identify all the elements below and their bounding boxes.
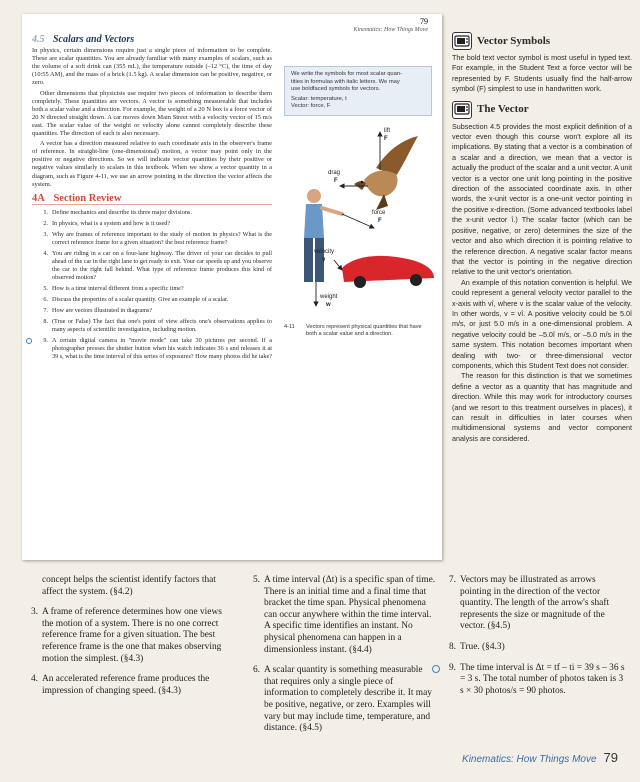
label-weight-symbol: w xyxy=(326,302,331,308)
review-question xyxy=(32,307,272,315)
the-vector-heading xyxy=(452,101,632,119)
review-title: Section Review xyxy=(53,192,122,204)
tv-icon xyxy=(452,32,472,50)
callout-line: We write the symbols for most scalar quan- xyxy=(291,71,403,77)
label-force: force xyxy=(372,210,386,216)
force-arrow xyxy=(342,214,374,228)
hawk-illustration xyxy=(354,136,418,210)
ring-marker-icon xyxy=(432,665,440,673)
review-question-list xyxy=(32,209,272,361)
question-number: 8. xyxy=(43,317,48,325)
review-question xyxy=(32,318,272,334)
answer-item xyxy=(446,663,628,698)
question-text: How are vectors illustrated in diagrams? xyxy=(52,306,153,314)
question-text: Discuss the properties of a scalar quantity. Give an example of a scalar. xyxy=(52,295,229,303)
question-text: You are riding in a car on a four-lane highway. The driver of your car decides to pull ahead of the car in the right lane to get ready to exit. Your car speeds up and you observe the car to the right fall behind. What type of reference frame produces this kind of observed motion? xyxy=(52,249,272,281)
label-weight: weight xyxy=(320,294,338,300)
callout-line: Scalar: temperature, t xyxy=(291,95,347,102)
figure-caption-text: Vectors represent physical quantities that have both a scalar value and a direction. xyxy=(306,324,422,337)
vector-symbols-title: Vector Symbols xyxy=(477,34,551,47)
answer-item xyxy=(446,575,628,633)
question-text: Define mechanics and describe its three major divisions. xyxy=(52,208,192,216)
answer-text: An accelerated reference frame produces the impression of changing speed. (§4.3) xyxy=(42,674,210,696)
page-footer xyxy=(462,750,618,765)
review-question xyxy=(32,209,272,217)
answer-text: Vectors may be illustrated as arrows pointing in the direction of the vector quantity. The length of the arrow's shaft represents the size or magnitude of the vector. (§4.5) xyxy=(460,575,610,632)
vector-symbols-heading xyxy=(452,32,632,50)
section-number: 4.5 xyxy=(32,34,45,45)
question-number: 9. xyxy=(43,336,48,344)
the-vector-paragraph: The reason for this distinction is that we sometimes define a vector as a quantity that has magnitude and direction. While this may work for introductory courses (and we resort to this treatment ourselves in places), it can result in difficulties in later courses when multidimensional systems and vector component analysis are considered. xyxy=(452,371,632,443)
the-vector-paragraph: An example of this notation convention is helpful. We could represent a general velocity vector parallel to the x-axis with vî, where v is the scalar value of the velocity. In other words, v = vî. A positive velocity could be 5.0î m/s, or just 5.0 m/s in a one-dimensional problem. A negative velocity could be –5.0î m/s, or –5.0 m/s in the same system. This notation becomes important when dealing with two- or three-dimensional vector components, which this Student Text does not consider. xyxy=(452,277,632,370)
label-lift-symbol: F xyxy=(384,136,388,142)
callout-line: use boldfaced symbols for vectors. xyxy=(291,86,381,92)
question-text: A certain digital camera in "movie mode" can take 30 pictures per second. If a photographer presses the shutter button when his watch indicates 36 s and releases it at 39 s, what is the time interval of this series of exposures? How many photos did he take? xyxy=(52,336,272,360)
callout-line: Vector: force, F xyxy=(291,103,331,109)
review-question xyxy=(32,220,272,228)
section-heading xyxy=(32,36,272,44)
figure-caption xyxy=(284,324,434,338)
answer-number: 4. xyxy=(30,674,38,685)
label-lift: lift xyxy=(384,128,390,134)
answer-item xyxy=(28,607,228,665)
person-illustration xyxy=(304,189,342,282)
answer-number: 5. xyxy=(252,575,260,585)
answer-number: 9. xyxy=(448,662,456,673)
section-review-heading xyxy=(32,192,272,205)
paragraph: In physics, certain dimensions require just a single piece of information to be complete. These are scalar quantities. You are already familiar with many examples of scalars, such as the volume of a soft drink can (355 mL), the temperature outside (–12 °C), the time of day (10:55 AM), and the mass of a brick (1.5 kg). A scalar dimension can be positive, negative, or zero. xyxy=(32,47,272,87)
question-number: 1. xyxy=(43,208,48,216)
student-page xyxy=(22,14,442,560)
question-text: In physics, what is a system and how is it used? xyxy=(52,219,171,227)
answer-item xyxy=(446,642,628,654)
question-number: 7. xyxy=(43,306,48,314)
notation-callout xyxy=(284,66,432,116)
figure-number: 4-11 xyxy=(284,324,295,330)
question-text: How is a time interval different from a specific time? xyxy=(52,284,184,292)
answer-column xyxy=(28,575,228,706)
question-number: 6. xyxy=(43,295,48,303)
vector-figure xyxy=(284,110,436,322)
answer-column xyxy=(446,575,628,706)
section-title: Scalars and Vectors xyxy=(53,34,135,45)
answer-text: The time interval is Δt = tf – ti = 39 s – 36 s = 3 s. The total number of photos taken is 3 s × 30 photos/s = 90 photos. xyxy=(460,662,625,696)
answer-text: True. (§4.3) xyxy=(460,641,505,652)
car-illustration xyxy=(342,256,434,288)
answer-number: 8. xyxy=(448,641,456,652)
review-question xyxy=(32,337,272,361)
student-text-column xyxy=(32,36,272,364)
student-page-number: 79 xyxy=(420,17,428,26)
label-force-symbol: F xyxy=(378,218,382,224)
answer-number: 3. xyxy=(30,607,38,618)
question-text: (True or False) The fact that one's point of view affects one's observations applies to many aspects of scientific investigation, including motion. xyxy=(52,317,272,333)
label-velocity: velocity xyxy=(314,249,335,255)
review-question xyxy=(32,296,272,304)
question-number: 5. xyxy=(43,284,48,292)
vector-symbols-text: The bold text vector symbol is most useful in typed text. For example, in the Student Text a force vector will be represented by F. Students usually find the half-arrow symbol (F) simplest to use in handwritten work. xyxy=(452,53,632,94)
review-question xyxy=(32,285,272,293)
review-question xyxy=(32,231,272,247)
footer-page-number: 79 xyxy=(603,750,618,765)
answer-item xyxy=(250,665,436,735)
label-drag: drag xyxy=(328,170,341,176)
callout-line: tities in formulas with italic letters. We may xyxy=(291,78,400,85)
review-question xyxy=(32,250,272,282)
tv-icon xyxy=(452,101,472,119)
question-text: Why are frames of reference important to the study of motion in physics? What is the correct reference frame for a given situation? the best reference frame? xyxy=(52,230,272,246)
label-velocity-symbol: v xyxy=(322,257,326,263)
question-number: 4. xyxy=(43,249,48,257)
answer-number: 6. xyxy=(252,665,260,676)
answer-text: A scalar quantity is something measurable that requires only a single piece of information to completely describe it. It may be positive, negative, or zero. Examples will vary but may include time, temperature, and distance. (§4.5) xyxy=(264,665,432,734)
label-drag-symbol: F xyxy=(334,178,338,184)
the-vector-title: The Vector xyxy=(477,103,529,116)
paragraph: Other dimensions that physicists use require two pieces of information to describe them completely. These quantities are vectors. A vector is something measureable that includes both a scalar value and a direction. For example, the weight of a 20 N box is a force vector of 20 N directed straight down. A car moves down Main Street with a velocity vector of 15 m/s east. The scalar value of the weight or velocity alone cannot completely describe these quantities. The direction of each is also necessary. xyxy=(32,89,272,138)
answer-text: concept helps the scientist identify factors that affect the system. (§4.2) xyxy=(42,575,216,597)
answer-item xyxy=(28,575,228,598)
velocity-arrow xyxy=(334,260,342,270)
ring-marker-icon xyxy=(26,338,32,344)
answer-text: A time interval (Δt) is a specific span of time. There is an initial time and a final time that bracket the time span. Physical phenomena can occur anywhere within the time interval. A specific time identifies an instant. No physical phenomena can happen in a dimensionless instant. (§4.4) xyxy=(264,575,436,655)
answer-text: A frame of reference determines how one views the motion of a system. There is no one correct reference frame for a given situation. The best reference frame is the one that makes observing motion the simplest. (§4.3) xyxy=(42,607,222,664)
answer-column xyxy=(250,575,436,744)
the-vector-paragraph: Subsection 4.5 provides the most explicit definition of a vector even though this course won't explore all its implications. By stating that a vector is a combination of a scalar and a direction, we mean that a vector is actually the product of the scalar and a unit vector. A unit vector is a vector one unit long pointing in the positive direction of the associated coordinate axis. In other words, the x-unit vector is a one-unit vector pointing in the positive x-direction. (Some advanced textbooks label the x-unit vector î.) The scalar factor (which can be positive, negative, or zero) determines the size of the vector and also which direction it is pointing relative to the reference direction. A negative scalar factor means that the vector is pointing in the negative direction relative to the unit vector's orientation. xyxy=(452,121,632,277)
paragraph: A vector has a direction measured relative to each coordinate axis in the observer's frame of reference. In straight-line (one-dimensional) motion, a vector may point only in the positive or negative directions. So we will indicate vector quantities by their positive or negative values similarly to scalars in this textbook. When we show a vector quantity in a diagram, such as Figure 4-11, we use an arrow pointing in the direction the vector affects the system. xyxy=(32,140,272,188)
footer-title: Kinematics: How Things Move xyxy=(462,754,597,765)
answer-item xyxy=(28,674,228,697)
answer-number: 7. xyxy=(448,575,456,585)
question-number: 3. xyxy=(43,230,48,238)
review-number: 4A xyxy=(32,192,45,204)
answer-item xyxy=(250,575,436,656)
figure-illustration xyxy=(284,110,436,322)
question-number: 2. xyxy=(43,219,48,227)
running-head xyxy=(354,18,429,34)
running-title: Kinematics: How Things Move xyxy=(353,27,428,33)
teacher-notes-column xyxy=(452,32,632,444)
